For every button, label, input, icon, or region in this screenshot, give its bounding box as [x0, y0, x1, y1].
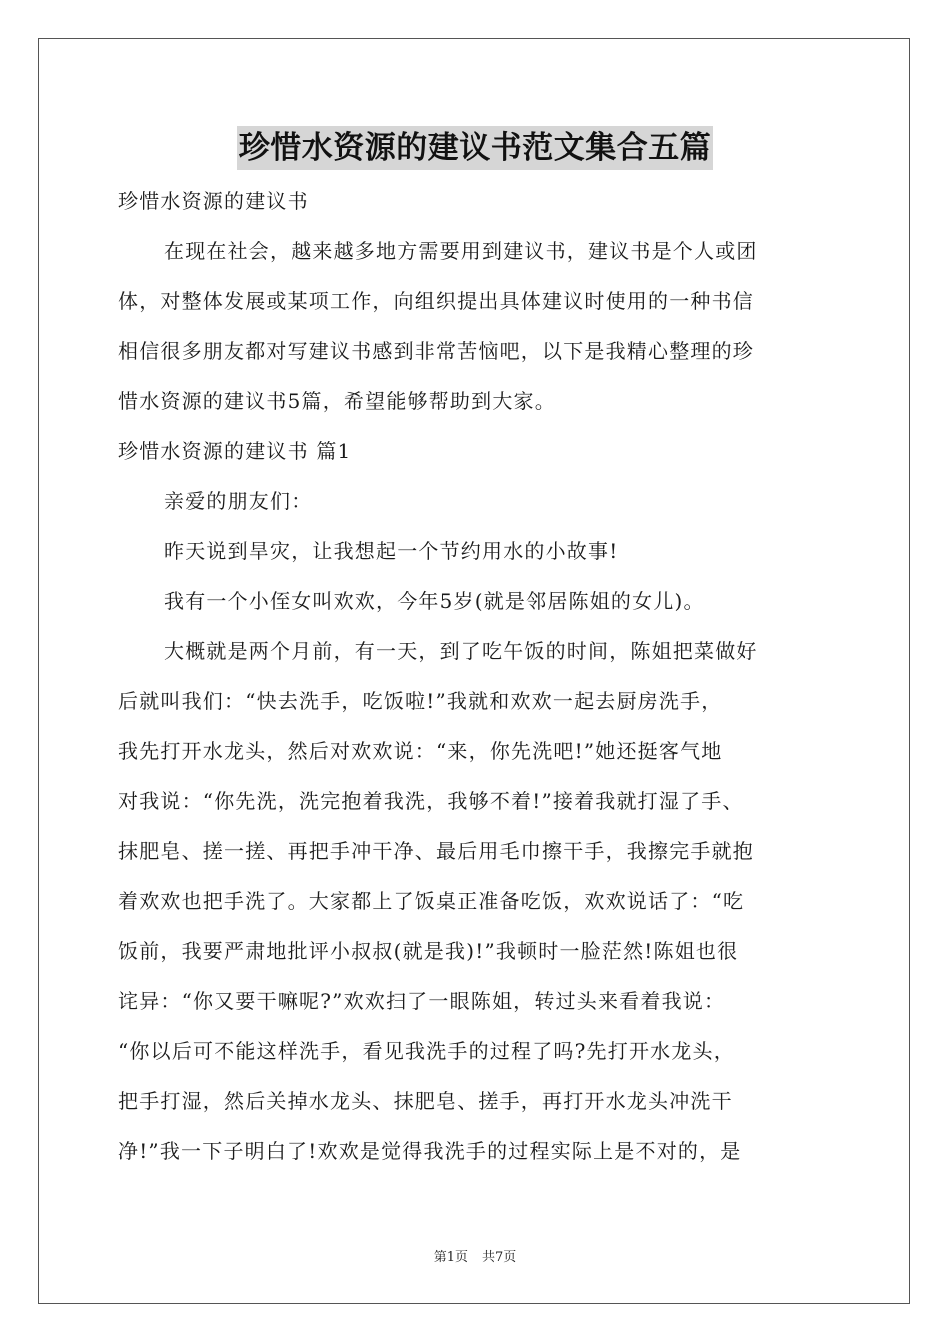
section-heading: 珍惜水资源的建议书 篇1 — [118, 439, 352, 463]
title-container — [0, 126, 950, 170]
text-line: 净!”我一下子明白了!欢欢是觉得我洗手的过程实际上是不对的，是 — [118, 1139, 742, 1163]
text-line: 珍惜水资源的建议书 — [118, 189, 309, 213]
text-line: 亲爱的朋友们： — [164, 489, 313, 513]
text-line: 大概就是两个月前，有一天，到了吃午饭的时间，陈姐把菜做好 — [164, 639, 758, 663]
page-number-total: 共7页 — [482, 1250, 517, 1265]
text-line: 把手打湿，然后关掉水龙头、抹肥皂、搓手，再打开水龙头冲洗干 — [118, 1089, 733, 1113]
text-line: 对我说：“你先洗，洗完抱着我洗，我够不着!”接着我就打湿了手、 — [118, 789, 744, 813]
page-footer — [0, 1246, 950, 1265]
text-line: “你以后可不能这样洗手，看见我洗手的过程了吗?先打开水龙头， — [118, 1039, 735, 1063]
text-line: 我先打开水龙头，然后对欢欢说：“来，你先洗吧!”她还挺客气地 — [118, 739, 723, 763]
text-line: 在现在社会，越来越多地方需要用到建议书，建议书是个人或团 — [164, 239, 758, 263]
text-line: 体，对整体发展或某项工作，向组织提出具体建议时使用的一种书信 — [118, 289, 754, 313]
text-line: 我有一个小侄女叫欢欢，今年5岁(就是邻居陈姐的女儿)。 — [164, 589, 705, 613]
page-number-current: 第1页 — [433, 1250, 468, 1265]
document-body — [118, 176, 834, 1176]
text-line: 抹肥皂、搓一搓、再把手冲干净、最后用毛巾擦干手，我擦完手就抱 — [118, 839, 754, 863]
text-line: 着欢欢也把手洗了。大家都上了饭桌正准备吃饭，欢欢说话了：“吃 — [118, 889, 745, 913]
text-line: 昨天说到旱灾，让我想起一个节约用水的小故事! — [164, 539, 619, 563]
text-line: 相信很多朋友都对写建议书感到非常苦恼吧，以下是我精心整理的珍 — [118, 339, 754, 363]
text-line: 惜水资源的建议书5篇，希望能够帮助到大家。 — [118, 389, 556, 413]
document-title: 珍惜水资源的建议书范文集合五篇 — [237, 126, 714, 170]
text-line: 后就叫我们：“快去洗手，吃饭啦!”我就和欢欢一起去厨房洗手， — [118, 689, 723, 713]
text-line: 饭前，我要严肃地批评小叔叔(就是我)!”我顿时一脸茫然!陈姐也很 — [118, 939, 739, 963]
text-line: 诧异：“你又要干嘛呢?”欢欢扫了一眼陈姐，转过头来看着我说： — [118, 989, 726, 1013]
